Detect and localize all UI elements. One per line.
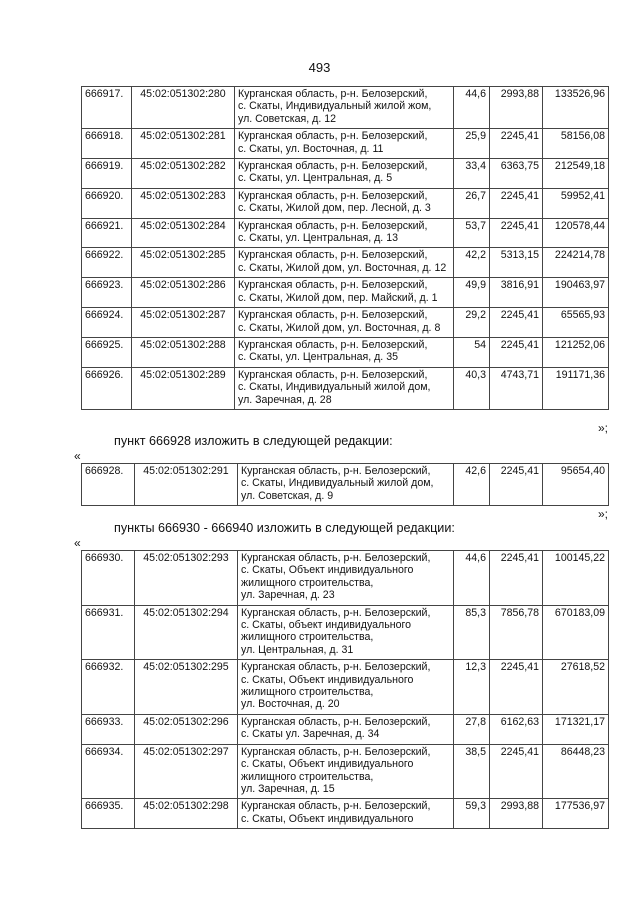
address-line: ул. Советская, д. 9 xyxy=(241,489,334,502)
address-line: Курганская область, р-н. Белозерский, xyxy=(241,745,431,758)
row-number-cell: 666933. xyxy=(82,714,135,744)
cadastral-number-cell: 45:02:051302:289 xyxy=(132,367,235,409)
row-number-cell: 666925. xyxy=(82,337,132,367)
table-row xyxy=(82,129,609,159)
area-cell: 25,9 xyxy=(454,129,490,159)
address-line: с. Скаты, ул. Центральная, д. 35 xyxy=(238,351,398,364)
area-cell: 29,2 xyxy=(454,308,490,338)
address-line: ул. Заречная, д. 15 xyxy=(241,782,335,795)
value-cell: 171321,17 xyxy=(543,714,609,744)
rate-cell: 2245,41 xyxy=(490,660,543,715)
page-number: 493 xyxy=(308,60,331,75)
area-cell: 59,3 xyxy=(454,799,490,829)
address-line: с. Скаты, Индивидуальный жилой жом, xyxy=(238,100,432,113)
cadastral-number-cell: 45:02:051302:298 xyxy=(135,799,238,829)
cadastral-number-cell: 45:02:051302:293 xyxy=(135,551,238,606)
address-line: Курганская область, р-н. Белозерский, xyxy=(238,88,428,100)
address-cell xyxy=(238,551,454,606)
row-number-cell: 666917. xyxy=(82,87,132,129)
cadastral-number-cell: 45:02:051302:295 xyxy=(135,660,238,715)
value-cell: 212549,18 xyxy=(543,159,609,189)
cadastral-number-cell: 45:02:051302:294 xyxy=(135,605,238,660)
address-cell xyxy=(235,248,454,278)
address-cell xyxy=(238,660,454,715)
amendment-paragraph-2: пункты 666930 - 666940 изложить в следующей редакции: xyxy=(114,521,455,535)
table-row xyxy=(82,308,609,338)
address-line: с. Скаты, Объект индивидуального xyxy=(241,564,414,577)
area-cell: 42,2 xyxy=(454,248,490,278)
area-cell: 26,7 xyxy=(454,188,490,218)
address-line: жилищного строительства, xyxy=(241,686,374,699)
address-cell xyxy=(235,278,454,308)
cadastral-number-cell: 45:02:051302:287 xyxy=(132,308,235,338)
rate-cell: 5313,15 xyxy=(490,248,543,278)
address-cell xyxy=(235,308,454,338)
table-row xyxy=(82,660,609,715)
address-line: Курганская область, р-н. Белозерский, xyxy=(241,800,431,813)
address-cell xyxy=(235,87,454,129)
address-line: с. Скаты, Индивидуальный жилой дом, xyxy=(238,381,431,394)
address-line: ул. Восточная, д. 20 xyxy=(241,698,340,711)
row-number-cell: 666924. xyxy=(82,308,132,338)
address-line: с. Скаты, объект индивидуального xyxy=(241,619,412,632)
address-line: ул. Заречная, д. 23 xyxy=(241,589,335,602)
rate-cell: 7856,78 xyxy=(490,605,543,660)
table-row xyxy=(82,464,609,506)
cadastral-number-cell: 45:02:051302:297 xyxy=(135,744,238,799)
address-line: Курганская область, р-н. Белозерский, xyxy=(238,189,428,202)
address-line: с. Скаты, Жилой дом, пер. Майский, д. 1 xyxy=(238,291,438,304)
area-cell: 40,3 xyxy=(454,367,490,409)
rate-cell: 2245,41 xyxy=(490,337,543,367)
address-line: Курганская область, р-н. Белозерский, xyxy=(238,249,428,262)
area-cell: 44,6 xyxy=(454,87,490,129)
address-line: с. Скаты, Жилой дом, ул. Восточная, д. 8 xyxy=(238,321,441,334)
area-cell: 42,6 xyxy=(454,464,490,506)
address-line: Курганская область, р-н. Белозерский, xyxy=(241,465,431,477)
rate-cell: 3816,91 xyxy=(490,278,543,308)
cadastral-number-cell: 45:02:051302:281 xyxy=(132,129,235,159)
cadastral-number-cell: 45:02:051302:282 xyxy=(132,159,235,189)
rate-cell: 6363,75 xyxy=(490,159,543,189)
address-line: Курганская область, р-н. Белозерский, xyxy=(238,160,428,173)
address-line: Курганская область, р-н. Белозерский, xyxy=(241,661,431,674)
rate-cell: 4743,71 xyxy=(490,367,543,409)
address-cell xyxy=(238,744,454,799)
row-number-cell: 666932. xyxy=(82,660,135,715)
area-cell: 53,7 xyxy=(454,218,490,248)
address-line: Курганская область, р-н. Белозерский, xyxy=(241,606,431,619)
value-cell: 177536,97 xyxy=(543,799,609,829)
address-line: с. Скаты, Объект индивидуального xyxy=(241,812,414,825)
cadastral-number-cell: 45:02:051302:285 xyxy=(132,248,235,278)
address-line: Курганская область, р-н. Белозерский, xyxy=(241,715,431,728)
area-cell: 38,5 xyxy=(454,744,490,799)
address-line: жилищного строительства, xyxy=(241,631,374,644)
table-row xyxy=(82,159,609,189)
address-line: с. Скаты, Объект индивидуального xyxy=(241,758,414,771)
rate-cell: 2993,88 xyxy=(490,87,543,129)
opening-quote-1: « xyxy=(74,449,81,463)
address-line: Курганская область, р-н. Белозерский, xyxy=(238,219,428,232)
cadastral-number-cell: 45:02:051302:288 xyxy=(132,337,235,367)
table-row xyxy=(82,278,609,308)
row-number-cell: 666931. xyxy=(82,605,135,660)
table-row xyxy=(82,551,609,606)
value-cell: 670183,09 xyxy=(543,605,609,660)
rate-cell: 2245,41 xyxy=(490,188,543,218)
table-row xyxy=(82,744,609,799)
rate-cell: 2245,41 xyxy=(490,308,543,338)
address-line: Курганская область, р-н. Белозерский, xyxy=(238,309,428,322)
row-number-cell: 666922. xyxy=(82,248,132,278)
row-number-cell: 666934. xyxy=(82,744,135,799)
opening-quote-2: « xyxy=(74,536,81,550)
address-line: Курганская область, р-н. Белозерский, xyxy=(241,552,431,564)
cadastral-number-cell: 45:02:051302:286 xyxy=(132,278,235,308)
row-number-cell: 666923. xyxy=(82,278,132,308)
area-cell: 49,9 xyxy=(454,278,490,308)
rate-cell: 2245,41 xyxy=(490,218,543,248)
table-row xyxy=(82,188,609,218)
address-line: с. Скаты, Жилой дом, пер. Лесной, д. 3 xyxy=(238,202,431,215)
value-cell: 120578,44 xyxy=(543,218,609,248)
address-line: с. Скаты, ул. Восточная, д. 11 xyxy=(238,142,384,155)
address-cell xyxy=(235,337,454,367)
address-line: ул. Советская, д. 12 xyxy=(238,112,336,125)
row-number-cell: 666926. xyxy=(82,367,132,409)
row-number-cell: 666930. xyxy=(82,551,135,606)
property-table-1 xyxy=(81,86,609,410)
address-line: ул. Центральная, д. 31 xyxy=(241,643,354,656)
table-row xyxy=(82,605,609,660)
area-cell: 54 xyxy=(454,337,490,367)
row-number-cell: 666928. xyxy=(82,464,135,506)
value-cell: 133526,96 xyxy=(543,87,609,129)
area-cell: 12,3 xyxy=(454,660,490,715)
address-line: ул. Заречная, д. 28 xyxy=(238,393,332,406)
address-line: с. Скаты, Жилой дом, ул. Восточная, д. 12 xyxy=(238,261,447,274)
table-row xyxy=(82,87,609,129)
address-cell xyxy=(235,218,454,248)
address-line: с. Скаты ул. Заречная, д. 34 xyxy=(241,728,380,741)
address-cell xyxy=(238,605,454,660)
address-line: Курганская область, р-н. Белозерский, xyxy=(238,279,428,292)
row-number-cell: 666919. xyxy=(82,159,132,189)
area-cell: 33,4 xyxy=(454,159,490,189)
row-number-cell: 666920. xyxy=(82,188,132,218)
value-cell: 58156,08 xyxy=(543,129,609,159)
property-table-3 xyxy=(81,550,609,829)
address-line: жилищного строительства, xyxy=(241,770,374,783)
table-row xyxy=(82,367,609,409)
rate-cell: 2993,88 xyxy=(490,799,543,829)
value-cell: 121252,06 xyxy=(543,337,609,367)
value-cell: 59952,41 xyxy=(543,188,609,218)
closing-quote-1: »; xyxy=(597,421,608,435)
rate-cell: 2245,41 xyxy=(490,551,543,606)
value-cell: 100145,22 xyxy=(543,551,609,606)
row-number-cell: 666918. xyxy=(82,129,132,159)
value-cell: 65565,93 xyxy=(543,308,609,338)
area-cell: 27,8 xyxy=(454,714,490,744)
address-line: жилищного строительства, xyxy=(241,576,374,589)
address-cell xyxy=(235,129,454,159)
rate-cell: 2245,41 xyxy=(490,464,543,506)
value-cell: 190463,97 xyxy=(543,278,609,308)
value-cell: 86448,23 xyxy=(543,744,609,799)
address-cell xyxy=(235,159,454,189)
address-line: с. Скаты, Индивидуальный жилой дом, xyxy=(241,477,434,490)
rate-cell: 6162,63 xyxy=(490,714,543,744)
rate-cell: 2245,41 xyxy=(490,129,543,159)
rate-cell: 2245,41 xyxy=(490,744,543,799)
row-number-cell: 666921. xyxy=(82,218,132,248)
cadastral-number-cell: 45:02:051302:280 xyxy=(132,87,235,129)
address-cell xyxy=(235,367,454,409)
cadastral-number-cell: 45:02:051302:283 xyxy=(132,188,235,218)
value-cell: 95654,40 xyxy=(543,464,609,506)
address-line: Курганская область, р-н. Белозерский, xyxy=(238,130,428,143)
table-row xyxy=(82,714,609,744)
closing-quote-2: »; xyxy=(597,507,608,521)
address-line: Курганская область, р-н. Белозерский, xyxy=(238,368,428,381)
cadastral-number-cell: 45:02:051302:284 xyxy=(132,218,235,248)
cadastral-number-cell: 45:02:051302:291 xyxy=(135,464,238,506)
property-table-2 xyxy=(81,463,609,506)
table-row xyxy=(82,248,609,278)
address-cell xyxy=(235,188,454,218)
row-number-cell: 666935. xyxy=(82,799,135,829)
value-cell: 224214,78 xyxy=(543,248,609,278)
amendment-paragraph-1: пункт 666928 изложить в следующей редакции: xyxy=(114,434,393,448)
area-cell: 85,3 xyxy=(454,605,490,660)
cadastral-number-cell: 45:02:051302:296 xyxy=(135,714,238,744)
address-cell xyxy=(238,464,454,506)
address-cell xyxy=(238,799,454,829)
address-cell xyxy=(238,714,454,744)
value-cell: 191171,36 xyxy=(543,367,609,409)
address-line: с. Скаты, ул. Центральная, д. 5 xyxy=(238,172,393,185)
table-row xyxy=(82,799,609,829)
table-row xyxy=(82,218,609,248)
address-line: Курганская область, р-н. Белозерский, xyxy=(238,338,428,351)
address-line: с. Скаты, ул. Центральная, д. 13 xyxy=(238,232,398,245)
table-row xyxy=(82,337,609,367)
area-cell: 44,6 xyxy=(454,551,490,606)
value-cell: 27618,52 xyxy=(543,660,609,715)
address-line: с. Скаты, Объект индивидуального xyxy=(241,673,414,686)
